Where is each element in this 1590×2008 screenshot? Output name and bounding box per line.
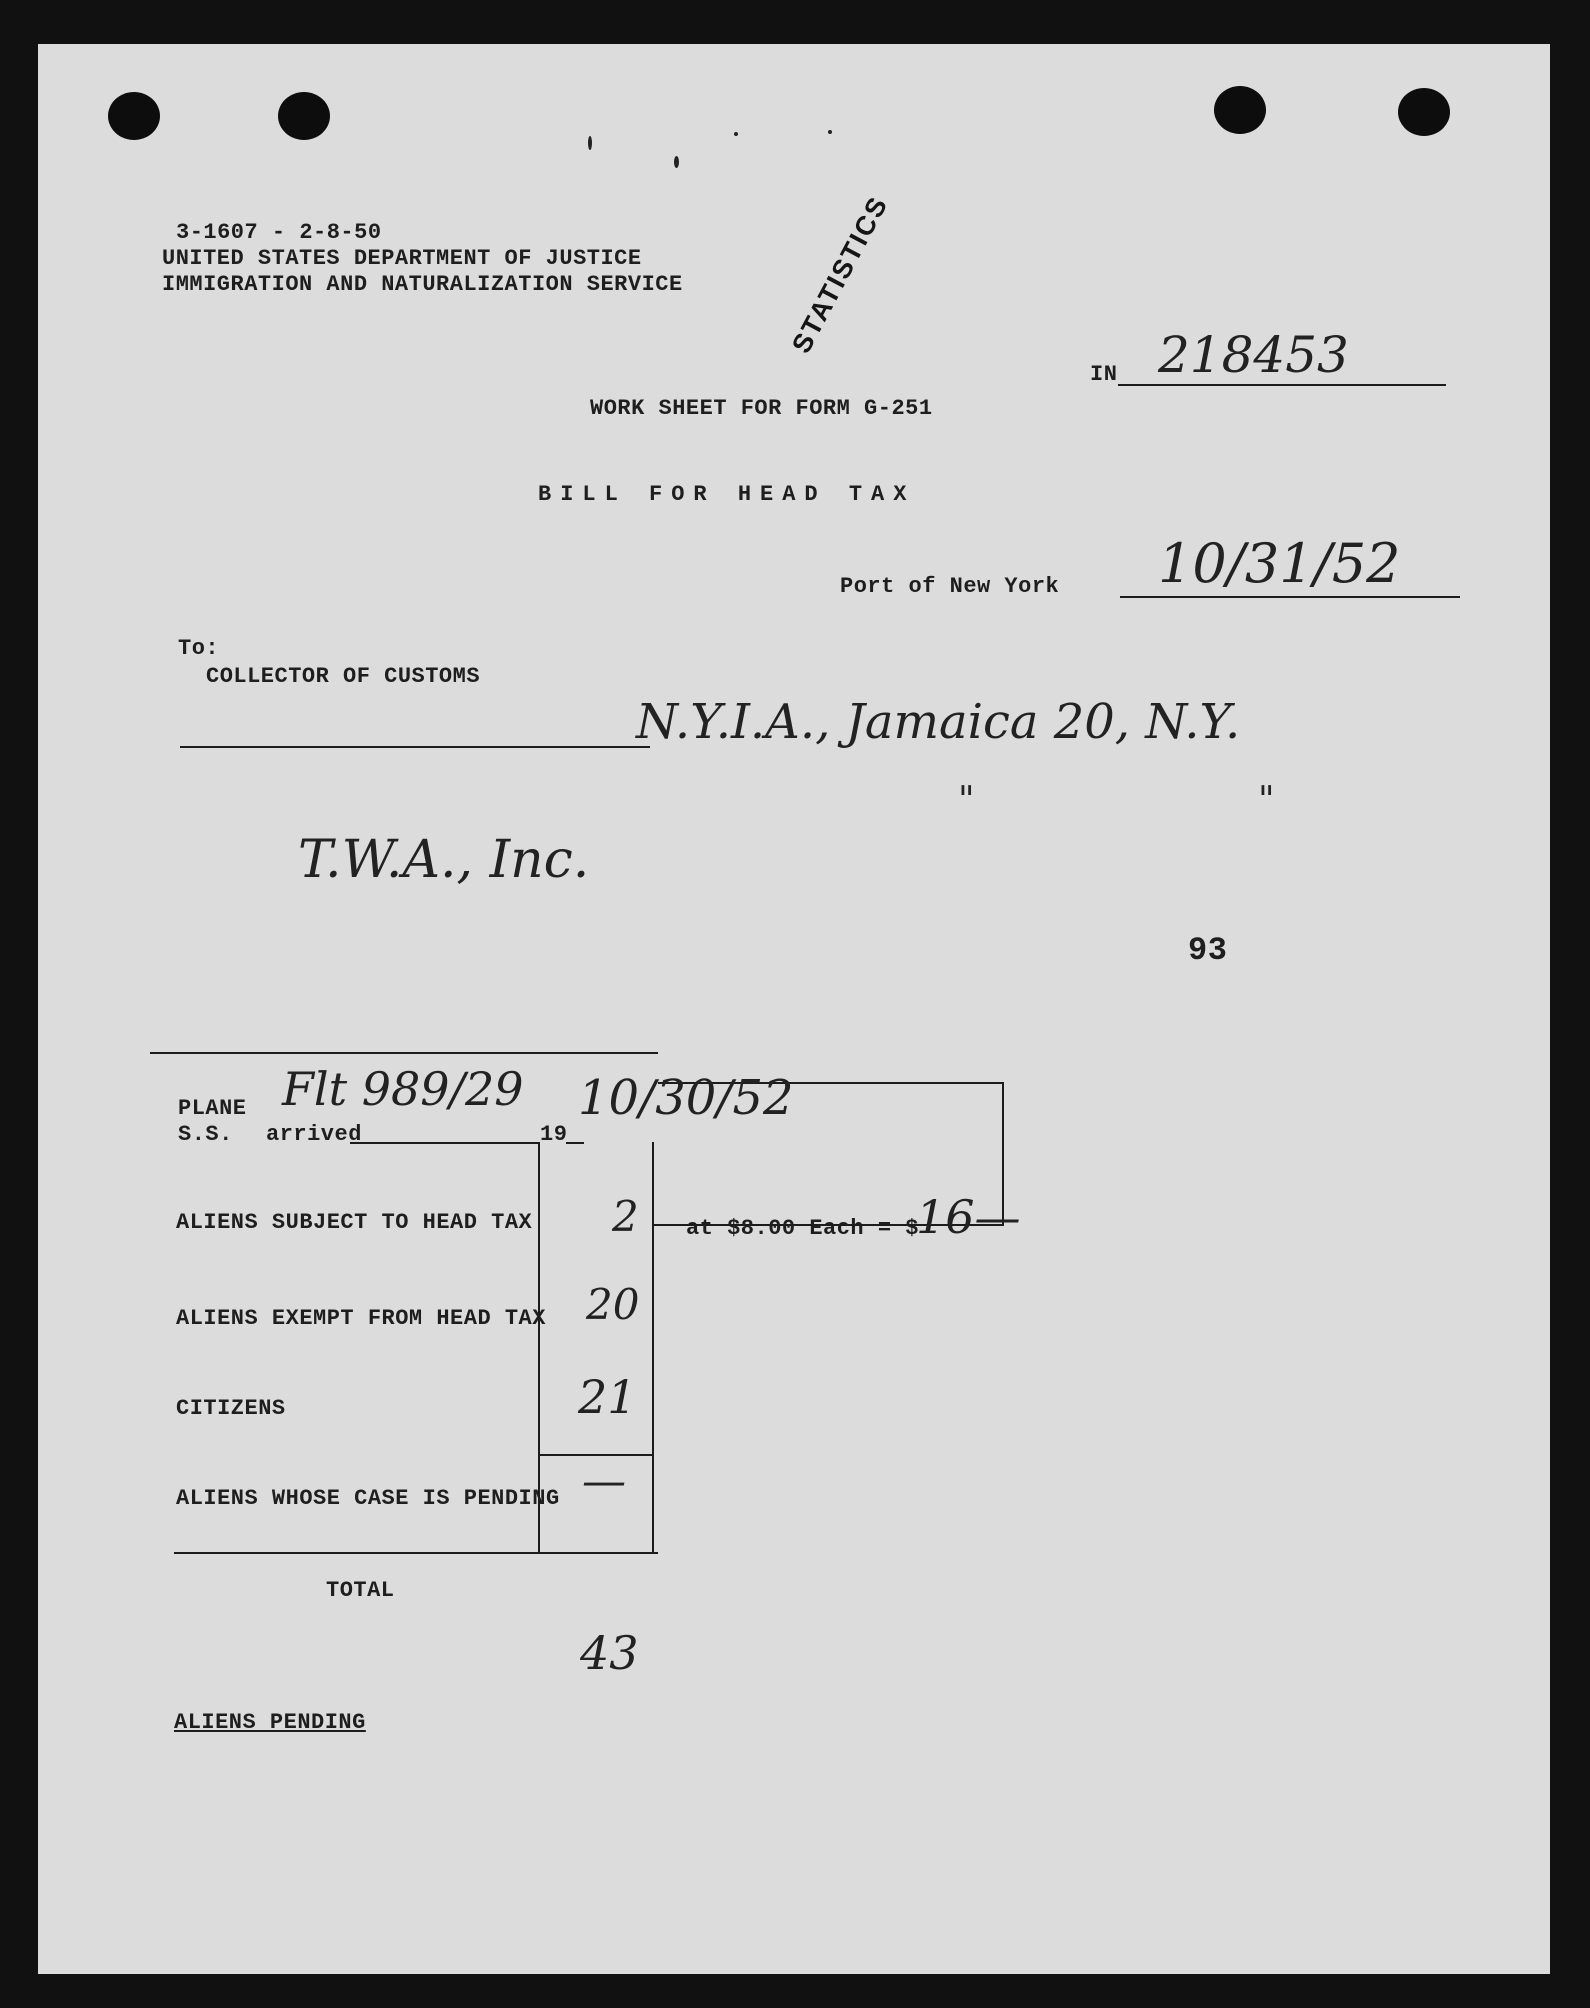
total-label: TOTAL — [326, 1578, 395, 1603]
rate-text: at $8.00 Each = $ — [686, 1216, 919, 1241]
row-value: 21 — [578, 1370, 637, 1424]
tax-amount-handwritten: 16— — [916, 1190, 1021, 1244]
ss-label: S.S. — [178, 1122, 233, 1147]
in-number-value: 218453 — [1158, 326, 1349, 384]
reference-number: 93 — [1188, 932, 1228, 969]
column-right-border — [652, 1142, 654, 1554]
row-label: ALIENS EXEMPT FROM HEAD TAX — [176, 1306, 546, 1331]
address-line — [180, 746, 650, 748]
punch-hole — [1398, 88, 1450, 136]
stray-mark — [674, 156, 679, 168]
row-value: 20 — [586, 1280, 640, 1329]
date-line — [1120, 596, 1460, 598]
to-label: To: — [178, 636, 220, 661]
row-value: — — [582, 1456, 626, 1507]
bill-title: BILL FOR HEAD TAX — [538, 482, 916, 507]
carrier-handwritten: T.W.A., Inc. — [298, 830, 590, 890]
in-label: IN — [1090, 362, 1118, 387]
punch-hole — [278, 92, 330, 140]
total-value: 43 — [580, 1626, 639, 1680]
stray-mark — [828, 130, 832, 134]
collector-label: COLLECTOR OF CUSTOMS — [206, 664, 481, 689]
punch-hole — [1214, 86, 1266, 134]
port-label: Port of New York — [840, 574, 1060, 599]
statistics-stamp: STATISTICS — [786, 190, 894, 359]
stray-mark — [588, 136, 592, 150]
form-sheet — [38, 44, 1550, 1974]
punch-hole — [108, 92, 160, 140]
row-label: CITIZENS — [176, 1396, 286, 1421]
bill-date: 10/31/52 — [1158, 532, 1401, 595]
plane-label: PLANE — [178, 1096, 247, 1121]
stray-mark — [734, 132, 738, 136]
address-handwritten: N.Y.I.A., Jamaica 20, N.Y. — [636, 694, 1241, 750]
row-value: 2 — [612, 1192, 639, 1241]
table-bottom-rule — [174, 1552, 658, 1554]
worksheet-title: WORK SHEET FOR FORM G-251 — [590, 396, 933, 421]
arrived-label: arrived — [266, 1122, 362, 1147]
row-label: ALIENS WHOSE CASE IS PENDING — [176, 1486, 560, 1511]
flight-handwritten: Flt 989/29 — [282, 1062, 524, 1116]
ditto-marks: " " — [958, 780, 1411, 821]
arrived-line — [350, 1142, 540, 1144]
arrival-date-handwritten: 10/30/52 — [578, 1070, 794, 1126]
year-label: 19 — [540, 1122, 568, 1147]
service-name: IMMIGRATION AND NATURALIZATION SERVICE — [162, 272, 683, 297]
row-label: ALIENS SUBJECT TO HEAD TAX — [176, 1210, 533, 1235]
aliens-pending-label: ALIENS PENDING — [174, 1710, 366, 1735]
table-top-rule — [150, 1052, 658, 1054]
department-name: UNITED STATES DEPARTMENT OF JUSTICE — [162, 246, 642, 271]
in-number-line — [1118, 384, 1446, 386]
form-number: 3-1607 - 2-8-50 — [176, 220, 382, 245]
year-line — [566, 1142, 584, 1144]
